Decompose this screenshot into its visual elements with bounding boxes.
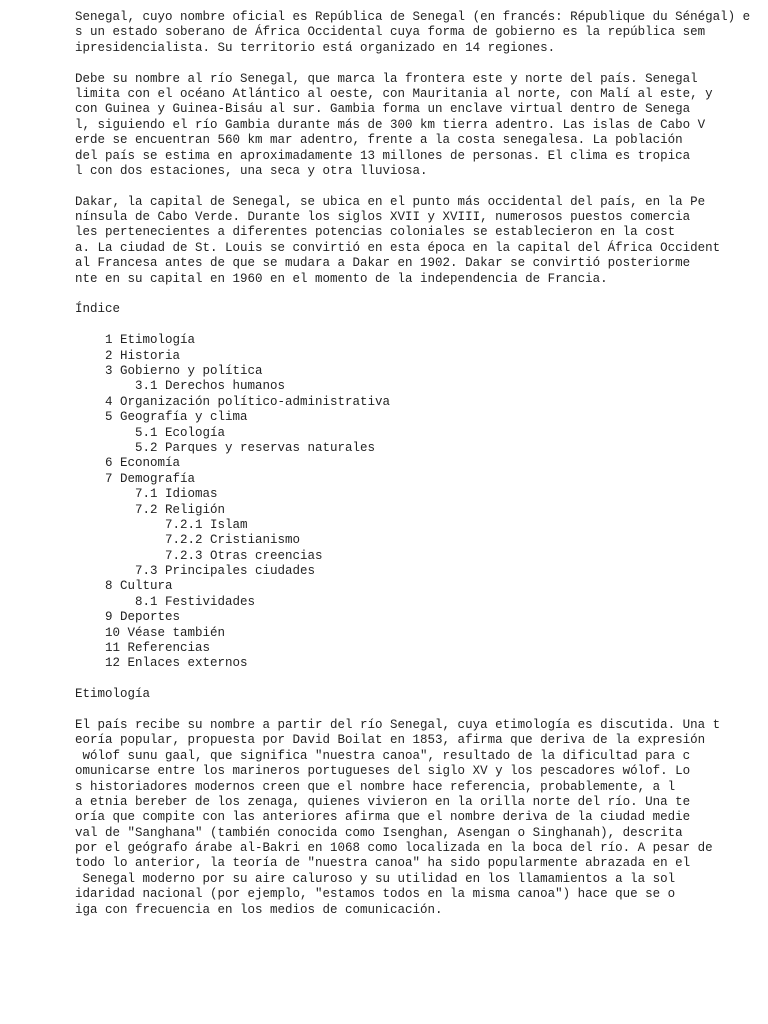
text-line: idaridad nacional (por ejemplo, "estamos todos en la misma canoa") hace que se o (75, 887, 676, 902)
toc-item[interactable]: 3.1 Derechos humanos (135, 379, 286, 394)
intro-paragraph-1 (75, 10, 755, 56)
text-line: El país recibe su nombre a partir del río Senegal, cuya etimología es discutida. Una t (75, 717, 721, 732)
toc-item[interactable]: 8 Cultura (105, 579, 173, 594)
paragraph-gap (75, 318, 755, 333)
toc-item[interactable]: 5.2 Parques y reservas naturales (135, 440, 376, 455)
text-line: Dakar, la capital de Senegal, se ubica en el punto más occidental del país, en la Pe (75, 194, 706, 209)
toc-item[interactable]: 6 Economía (105, 456, 181, 471)
toc-item[interactable]: 7 Demografía (105, 471, 196, 486)
toc-item[interactable]: 8.1 Festividades (135, 594, 256, 609)
text-line: a etnia bereber de los zenaga, quienes vivieron en la orilla norte del río. Una te (75, 794, 691, 809)
text-line: wólof sunu gaal, que significa "nuestra canoa", resultado de la dificultad para c (75, 748, 691, 763)
toc-item[interactable]: 1 Etimología (105, 333, 196, 348)
text-line: les pertenecientes a diferentes potencias coloniales se establecieron en la cost (75, 225, 676, 240)
text-line: con Guinea y Guinea-Bisáu al sur. Gambia forma un enclave virtual dentro de Senega (75, 102, 691, 117)
toc-item[interactable]: 7.2 Religión (135, 502, 226, 517)
etimologia-paragraph (75, 718, 755, 918)
paragraph-gap (75, 56, 755, 71)
text-line: todo lo anterior, la teoría de "nuestra canoa" ha sido popularmente abrazada en el (75, 856, 691, 871)
toc-heading: Índice (75, 302, 121, 317)
paragraph-gap (75, 179, 755, 194)
text-line: val de "Sanghana" (también conocida como Isenghan, Asengan o Singhanah), descrita (75, 825, 683, 840)
toc-item[interactable]: 7.2.2 Cristianismo (165, 533, 301, 548)
paragraph-gap (75, 703, 755, 718)
text-line: nínsula de Cabo Verde. Durante los siglos XVII y XVIII, numerosos puestos comercia (75, 210, 691, 225)
text-line: limita con el océano Atlántico al oeste, con Mauritania al norte, con Malí al este, y (75, 86, 713, 101)
toc-item[interactable]: 12 Enlaces externos (105, 656, 248, 671)
text-line: eoría popular, propuesta por David Boilat en 1853, afirma que deriva de la expresión (75, 733, 706, 748)
toc-item[interactable]: 2 Historia (105, 348, 181, 363)
paragraph-gap (75, 672, 755, 687)
text-line: a. La ciudad de St. Louis se convirtió en esta época en la capital del África Occident (75, 240, 721, 255)
text-line: l, siguiendo el río Gambia durante más de 300 km tierra adentro. Las islas de Cabo V (75, 117, 706, 132)
text-line: iga con frecuencia en los medios de comunicación. (75, 902, 443, 917)
toc-item[interactable]: 7.3 Principales ciudades (135, 564, 316, 579)
toc-item[interactable]: 7.2.3 Otras creencias (165, 548, 323, 563)
text-line: nte en su capital en 1960 en el momento de la independencia de Francia. (75, 271, 608, 286)
paragraph-gap (75, 287, 755, 302)
toc-item[interactable]: 4 Organización político-administrativa (105, 394, 391, 409)
text-line: ipresidencialista. Su territorio está organizado en 14 regiones. (75, 40, 556, 55)
text-line: l con dos estaciones, una seca y otra lluviosa. (75, 163, 428, 178)
text-line: por el geógrafo árabe al-Bakri en 1068 como localizada en la boca del río. A pesar de (75, 841, 713, 856)
text-line: Senegal, cuyo nombre oficial es República de Senegal (en francés: République du Sénégal) e (75, 10, 751, 24)
text-line: Debe su nombre al río Senegal, que marca la frontera este y norte del país. Senegal (75, 71, 698, 86)
text-line: Senegal moderno por su aire caluroso y su utilidad en los llamamientos a la sol (75, 871, 676, 886)
text-line: s historiadores modernos creen que el nombre hace referencia, probablemente, a l (75, 779, 676, 794)
toc-item[interactable]: 9 Deportes (105, 610, 181, 625)
text-line: s un estado soberano de África Occidental cuya forma de gobierno es la república sem (75, 25, 706, 40)
text-line: oría que compite con las anteriores afirma que el nombre deriva de la ciudad medie (75, 810, 691, 825)
toc-item[interactable]: 3 Gobierno y política (105, 363, 263, 378)
document-page (75, 10, 755, 918)
intro-paragraph-3 (75, 195, 755, 287)
toc-item[interactable]: 11 Referencias (105, 641, 211, 656)
intro-paragraph-2 (75, 72, 755, 180)
section-heading-etimologia: Etimología (75, 687, 151, 702)
toc-item[interactable]: 5 Geografía y clima (105, 410, 248, 425)
table-of-contents (75, 333, 755, 672)
text-line: omunicarse entre los marineros portugueses del siglo XV y los pescadores wólof. Lo (75, 764, 691, 779)
toc-item[interactable]: 10 Véase también (105, 625, 226, 640)
toc-item[interactable]: 5.1 Ecología (135, 425, 226, 440)
toc-item[interactable]: 7.2.1 Islam (165, 517, 248, 532)
text-line: al Francesa antes de que se mudara a Dakar en 1902. Dakar se convirtió posteriorme (75, 256, 691, 271)
toc-item[interactable]: 7.1 Idiomas (135, 487, 218, 502)
text-line: erde se encuentran 560 km mar adentro, frente a la costa senegalesa. La población (75, 133, 683, 148)
text-line: del país se estima en aproximadamente 13 millones de personas. El clima es tropica (75, 148, 691, 163)
